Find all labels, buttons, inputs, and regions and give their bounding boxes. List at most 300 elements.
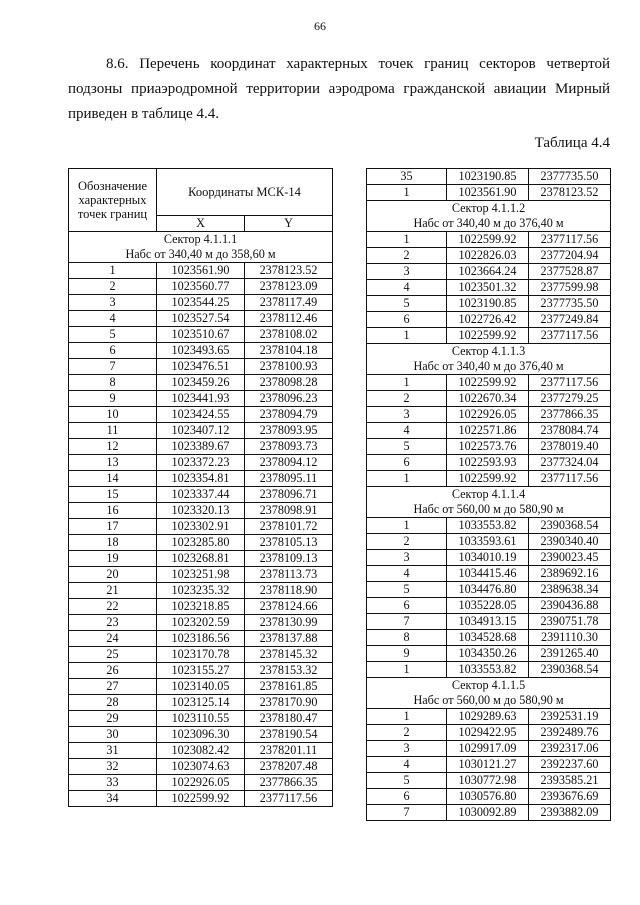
coord-y: 2378094.79 xyxy=(245,407,333,423)
coord-y: 2378104.18 xyxy=(245,343,333,359)
table-row xyxy=(367,391,611,407)
sector-header xyxy=(367,344,611,375)
point-number: 11 xyxy=(69,423,157,439)
point-number: 19 xyxy=(69,551,157,567)
table-row xyxy=(69,727,333,743)
table-row xyxy=(69,535,333,551)
table-row xyxy=(69,407,333,423)
x-column-header: X xyxy=(157,216,245,232)
table-row xyxy=(69,327,333,343)
coord-x: 1023493.65 xyxy=(157,343,245,359)
coord-x: 1023354.81 xyxy=(157,471,245,487)
table-row xyxy=(69,647,333,663)
coord-y: 2377117.56 xyxy=(529,375,611,391)
coord-y: 2391265.40 xyxy=(529,646,611,662)
point-number: 33 xyxy=(69,775,157,791)
coord-y: 2377866.35 xyxy=(245,775,333,791)
coord-x: 1023561.90 xyxy=(157,263,245,279)
sector-height-range: Набс от 560,00 м до 580,90 м xyxy=(413,502,564,516)
point-number: 29 xyxy=(69,711,157,727)
point-number: 9 xyxy=(69,391,157,407)
sector-header-row xyxy=(69,232,333,263)
coord-x: 1023389.67 xyxy=(157,439,245,455)
table-row xyxy=(367,646,611,662)
coord-x: 1023476.51 xyxy=(157,359,245,375)
coord-x: 1034350.26 xyxy=(447,646,529,662)
point-number: 2 xyxy=(367,248,447,264)
coord-x: 1022926.05 xyxy=(447,407,529,423)
coord-y: 2378153.32 xyxy=(245,663,333,679)
coord-y: 2390368.54 xyxy=(529,662,611,678)
point-number: 5 xyxy=(367,773,447,789)
point-number: 20 xyxy=(69,567,157,583)
coord-x: 1023664.24 xyxy=(447,264,529,280)
point-number: 1 xyxy=(367,232,447,248)
table-row xyxy=(367,614,611,630)
table-row xyxy=(367,630,611,646)
coord-x: 1023218.85 xyxy=(157,599,245,615)
point-number: 7 xyxy=(69,359,157,375)
coord-y: 2378117.49 xyxy=(245,295,333,311)
table-row xyxy=(69,455,333,471)
point-number: 4 xyxy=(367,280,447,296)
table-row xyxy=(367,248,611,264)
coord-x: 1035228.05 xyxy=(447,598,529,614)
coord-x: 1022571.86 xyxy=(447,423,529,439)
coord-y: 2377117.56 xyxy=(529,328,611,344)
coord-y: 2378108.02 xyxy=(245,327,333,343)
coord-y: 2378145.32 xyxy=(245,647,333,663)
table-row xyxy=(367,741,611,757)
table-row xyxy=(367,423,611,439)
table-row xyxy=(69,615,333,631)
table-row xyxy=(367,518,611,534)
coord-x: 1022599.92 xyxy=(447,471,529,487)
coord-x: 1023190.85 xyxy=(447,169,529,185)
coord-x: 1022599.92 xyxy=(447,328,529,344)
coord-y: 2393882.09 xyxy=(529,805,611,821)
coord-x: 1023140.05 xyxy=(157,679,245,695)
sector-header-row xyxy=(367,201,611,232)
coord-x: 1034528.68 xyxy=(447,630,529,646)
coord-y: 2378123.09 xyxy=(245,279,333,295)
sector-name: Сектор 4.1.1.2 xyxy=(451,201,526,215)
point-number: 14 xyxy=(69,471,157,487)
table-row xyxy=(69,631,333,647)
coord-y: 2377117.56 xyxy=(529,471,611,487)
coord-x: 1023251.98 xyxy=(157,567,245,583)
coord-y: 2378124.66 xyxy=(245,599,333,615)
point-number: 8 xyxy=(69,375,157,391)
coord-y: 2378096.23 xyxy=(245,391,333,407)
coord-x: 1029289.63 xyxy=(447,709,529,725)
table-row xyxy=(69,311,333,327)
coord-y: 2377735.50 xyxy=(529,169,611,185)
coord-y: 2391110.30 xyxy=(529,630,611,646)
table-row xyxy=(69,791,333,807)
point-number: 31 xyxy=(69,743,157,759)
intro-paragraph xyxy=(68,52,610,127)
table-row xyxy=(367,296,611,312)
sector-height-range: Набс от 340,40 м до 376,40 м xyxy=(413,359,564,373)
table-row xyxy=(367,789,611,805)
table-row xyxy=(367,662,611,678)
table-row xyxy=(69,519,333,535)
coord-x: 1023096.30 xyxy=(157,727,245,743)
coord-y: 2378170.90 xyxy=(245,695,333,711)
table-row xyxy=(367,773,611,789)
table-row xyxy=(367,169,611,185)
coord-x: 1022599.92 xyxy=(447,232,529,248)
point-number: 2 xyxy=(367,725,447,741)
designation-header: Обозначение характерных точек границ xyxy=(69,169,157,232)
table-row xyxy=(69,375,333,391)
coord-x: 1033593.61 xyxy=(447,534,529,550)
point-number: 10 xyxy=(69,407,157,423)
coord-x: 1023285.80 xyxy=(157,535,245,551)
point-number: 9 xyxy=(367,646,447,662)
coord-x: 1023268.81 xyxy=(157,551,245,567)
sector-height-range: Набс от 340,40 м до 376,40 м xyxy=(413,216,564,230)
coordinates-header: Координаты МСК-14 xyxy=(157,169,333,216)
point-number: 1 xyxy=(69,263,157,279)
sector-height-range: Набс от 560,00 м до 580,90 м xyxy=(413,693,564,707)
coord-x: 1023510.67 xyxy=(157,327,245,343)
point-number: 1 xyxy=(367,662,447,678)
coord-x: 1023560.77 xyxy=(157,279,245,295)
point-number: 24 xyxy=(69,631,157,647)
coord-y: 2378123.52 xyxy=(245,263,333,279)
table-caption: Таблица 4.4 xyxy=(534,135,610,151)
coord-y: 2378118.90 xyxy=(245,583,333,599)
table-row xyxy=(69,279,333,295)
point-number: 4 xyxy=(367,566,447,582)
coord-y: 2393585.21 xyxy=(529,773,611,789)
table-row xyxy=(367,375,611,391)
coord-y: 2377249.84 xyxy=(529,312,611,328)
coord-y: 2377599.98 xyxy=(529,280,611,296)
table-row xyxy=(69,471,333,487)
point-number: 1 xyxy=(367,375,447,391)
coord-y: 2390023.45 xyxy=(529,550,611,566)
coord-x: 1023544.25 xyxy=(157,295,245,311)
sector-header xyxy=(367,678,611,709)
coord-y: 2378094.12 xyxy=(245,455,333,471)
sector-height-range: Набс от 340,40 м до 358,60 м xyxy=(125,247,276,261)
coord-y: 2378123.52 xyxy=(529,185,611,201)
coord-y: 2377735.50 xyxy=(529,296,611,312)
table-row xyxy=(367,757,611,773)
point-number: 4 xyxy=(367,757,447,773)
point-number: 30 xyxy=(69,727,157,743)
table-row xyxy=(367,232,611,248)
coord-x: 1030092.89 xyxy=(447,805,529,821)
table-row xyxy=(69,599,333,615)
table-row xyxy=(367,566,611,582)
coord-y: 2390340.40 xyxy=(529,534,611,550)
coord-x: 1022599.92 xyxy=(447,375,529,391)
table-row xyxy=(367,534,611,550)
point-number: 2 xyxy=(367,534,447,550)
coord-x: 1023372.23 xyxy=(157,455,245,471)
coord-x: 1023110.55 xyxy=(157,711,245,727)
coord-y: 2378190.54 xyxy=(245,727,333,743)
point-number: 22 xyxy=(69,599,157,615)
point-number: 1 xyxy=(367,709,447,725)
sector-name: Сектор 4.1.1.3 xyxy=(451,344,526,358)
coord-y: 2377279.25 xyxy=(529,391,611,407)
coord-y: 2378112.46 xyxy=(245,311,333,327)
point-number: 7 xyxy=(367,805,447,821)
coord-y: 2390436.88 xyxy=(529,598,611,614)
point-number: 21 xyxy=(69,583,157,599)
point-number: 2 xyxy=(367,391,447,407)
y-column-header: Y xyxy=(245,216,333,232)
coord-y: 2378100.93 xyxy=(245,359,333,375)
coord-x: 1023441.93 xyxy=(157,391,245,407)
point-number: 18 xyxy=(69,535,157,551)
point-number: 1 xyxy=(367,328,447,344)
coord-y: 2377324.04 xyxy=(529,455,611,471)
point-number: 15 xyxy=(69,487,157,503)
point-number: 35 xyxy=(367,169,447,185)
coord-y: 2378161.85 xyxy=(245,679,333,695)
coord-x: 1023302.91 xyxy=(157,519,245,535)
header-row xyxy=(69,169,333,216)
coord-x: 1023202.59 xyxy=(157,615,245,631)
coord-y: 2378019.40 xyxy=(529,439,611,455)
coord-y: 2378201.11 xyxy=(245,743,333,759)
point-number: 17 xyxy=(69,519,157,535)
table-row xyxy=(69,743,333,759)
coord-x: 1023190.85 xyxy=(447,296,529,312)
table-row xyxy=(69,295,333,311)
table-row xyxy=(69,711,333,727)
table-row xyxy=(367,725,611,741)
table-row xyxy=(69,551,333,567)
point-number: 2 xyxy=(69,279,157,295)
table-row xyxy=(367,328,611,344)
point-number: 1 xyxy=(367,185,447,201)
coord-x: 1023074.63 xyxy=(157,759,245,775)
sector-header-row xyxy=(367,344,611,375)
coordinates-table-right xyxy=(366,168,611,821)
intro-rest: подзоны приаэродромной территории аэродрома гражданской авиации Мирный приведен в таблице 4.4. xyxy=(68,81,610,122)
coord-x: 1022599.92 xyxy=(157,791,245,807)
table-row xyxy=(69,567,333,583)
coord-y: 2378093.95 xyxy=(245,423,333,439)
coord-y: 2389638.34 xyxy=(529,582,611,598)
coord-x: 1022826.03 xyxy=(447,248,529,264)
coord-x: 1030576.80 xyxy=(447,789,529,805)
coord-y: 2378113.73 xyxy=(245,567,333,583)
table-row xyxy=(367,455,611,471)
coord-y: 2378109.13 xyxy=(245,551,333,567)
point-number: 6 xyxy=(367,789,447,805)
coord-y: 2378137.88 xyxy=(245,631,333,647)
intro-line-1: 8.6. Перечень координат характерных точек границ секторов четвертой xyxy=(106,56,610,72)
point-number: 13 xyxy=(69,455,157,471)
table-row xyxy=(367,407,611,423)
coord-y: 2378096.71 xyxy=(245,487,333,503)
sector-name: Сектор 4.1.1.4 xyxy=(451,487,526,501)
coord-y: 2377117.56 xyxy=(529,232,611,248)
sector-header xyxy=(367,201,611,232)
point-number: 1 xyxy=(367,518,447,534)
coord-y: 2378095.11 xyxy=(245,471,333,487)
sector-header-row xyxy=(367,487,611,518)
sector-header-row xyxy=(367,678,611,709)
point-number: 6 xyxy=(367,598,447,614)
table-row xyxy=(69,775,333,791)
coord-x: 1023125.14 xyxy=(157,695,245,711)
coord-y: 2378098.28 xyxy=(245,375,333,391)
coord-x: 1034913.15 xyxy=(447,614,529,630)
point-number: 5 xyxy=(367,439,447,455)
coord-x: 1023561.90 xyxy=(447,185,529,201)
coord-x: 1029422.95 xyxy=(447,725,529,741)
coord-x: 1023407.12 xyxy=(157,423,245,439)
table-row xyxy=(69,343,333,359)
coord-x: 1034010.19 xyxy=(447,550,529,566)
table-row xyxy=(69,695,333,711)
table-row xyxy=(367,709,611,725)
coord-x: 1022926.05 xyxy=(157,775,245,791)
point-number: 16 xyxy=(69,503,157,519)
point-number: 6 xyxy=(367,455,447,471)
coord-y: 2390751.78 xyxy=(529,614,611,630)
point-number: 26 xyxy=(69,663,157,679)
coord-y: 2393676.69 xyxy=(529,789,611,805)
table-row xyxy=(367,805,611,821)
coord-y: 2378084.74 xyxy=(529,423,611,439)
coord-y: 2377528.87 xyxy=(529,264,611,280)
coord-x: 1022573.76 xyxy=(447,439,529,455)
point-number: 5 xyxy=(367,296,447,312)
coord-x: 1033553.82 xyxy=(447,662,529,678)
point-number: 32 xyxy=(69,759,157,775)
sector-header xyxy=(69,232,333,263)
point-number: 27 xyxy=(69,679,157,695)
point-number: 3 xyxy=(367,407,447,423)
point-number: 5 xyxy=(69,327,157,343)
coord-y: 2378093.73 xyxy=(245,439,333,455)
point-number: 6 xyxy=(367,312,447,328)
table-row xyxy=(367,598,611,614)
coord-y: 2392237.60 xyxy=(529,757,611,773)
table-row xyxy=(367,439,611,455)
coord-y: 2378207.48 xyxy=(245,759,333,775)
table-row xyxy=(69,487,333,503)
coord-x: 1029917.09 xyxy=(447,741,529,757)
coord-y: 2377866.35 xyxy=(529,407,611,423)
page-number: 66 xyxy=(314,19,326,33)
coord-x: 1023186.56 xyxy=(157,631,245,647)
point-number: 1 xyxy=(367,471,447,487)
table-row xyxy=(69,439,333,455)
table-row xyxy=(367,471,611,487)
coord-x: 1034415.46 xyxy=(447,566,529,582)
coord-x: 1023235.32 xyxy=(157,583,245,599)
coord-x: 1023527.54 xyxy=(157,311,245,327)
coord-y: 2378105.13 xyxy=(245,535,333,551)
sector-name: Сектор 4.1.1.1 xyxy=(163,232,238,246)
coord-y: 2378180.47 xyxy=(245,711,333,727)
table-row xyxy=(367,185,611,201)
coord-x: 1023320.13 xyxy=(157,503,245,519)
point-number: 25 xyxy=(69,647,157,663)
coordinates-table-left xyxy=(68,168,333,807)
coord-y: 2378101.72 xyxy=(245,519,333,535)
table-row xyxy=(367,582,611,598)
table-row xyxy=(69,359,333,375)
point-number: 4 xyxy=(367,423,447,439)
coord-x: 1023459.26 xyxy=(157,375,245,391)
coord-x: 1023424.55 xyxy=(157,407,245,423)
table-row xyxy=(69,583,333,599)
table-row xyxy=(367,280,611,296)
coord-y: 2377204.94 xyxy=(529,248,611,264)
point-number: 34 xyxy=(69,791,157,807)
point-number: 3 xyxy=(69,295,157,311)
table-row xyxy=(69,759,333,775)
coord-x: 1023082.42 xyxy=(157,743,245,759)
coord-x: 1033553.82 xyxy=(447,518,529,534)
table-row xyxy=(367,264,611,280)
table-row xyxy=(69,503,333,519)
coord-y: 2392489.76 xyxy=(529,725,611,741)
point-number: 4 xyxy=(69,311,157,327)
table-row xyxy=(367,550,611,566)
coord-x: 1023170.78 xyxy=(157,647,245,663)
table-row xyxy=(69,679,333,695)
coord-x: 1034476.80 xyxy=(447,582,529,598)
table-row xyxy=(367,312,611,328)
table-row xyxy=(69,423,333,439)
point-number: 8 xyxy=(367,630,447,646)
table-row xyxy=(69,263,333,279)
coord-x: 1023501.32 xyxy=(447,280,529,296)
coord-x: 1022593.93 xyxy=(447,455,529,471)
coord-y: 2378098.91 xyxy=(245,503,333,519)
coord-y: 2378130.99 xyxy=(245,615,333,631)
coord-y: 2377117.56 xyxy=(245,791,333,807)
coord-y: 2389692.16 xyxy=(529,566,611,582)
coord-x: 1022726.42 xyxy=(447,312,529,328)
point-number: 3 xyxy=(367,264,447,280)
point-number: 7 xyxy=(367,614,447,630)
coord-x: 1022670.34 xyxy=(447,391,529,407)
point-number: 5 xyxy=(367,582,447,598)
point-number: 6 xyxy=(69,343,157,359)
point-number: 28 xyxy=(69,695,157,711)
coord-x: 1023155.27 xyxy=(157,663,245,679)
point-number: 12 xyxy=(69,439,157,455)
point-number: 3 xyxy=(367,550,447,566)
coord-y: 2392317.06 xyxy=(529,741,611,757)
point-number: 3 xyxy=(367,741,447,757)
table-row xyxy=(69,663,333,679)
table-row xyxy=(69,391,333,407)
coord-x: 1030772.98 xyxy=(447,773,529,789)
sector-name: Сектор 4.1.1.5 xyxy=(451,678,526,692)
coord-y: 2392531.19 xyxy=(529,709,611,725)
point-number: 23 xyxy=(69,615,157,631)
sector-header xyxy=(367,487,611,518)
coord-x: 1030121.27 xyxy=(447,757,529,773)
coord-x: 1023337.44 xyxy=(157,487,245,503)
coord-y: 2390368.54 xyxy=(529,518,611,534)
